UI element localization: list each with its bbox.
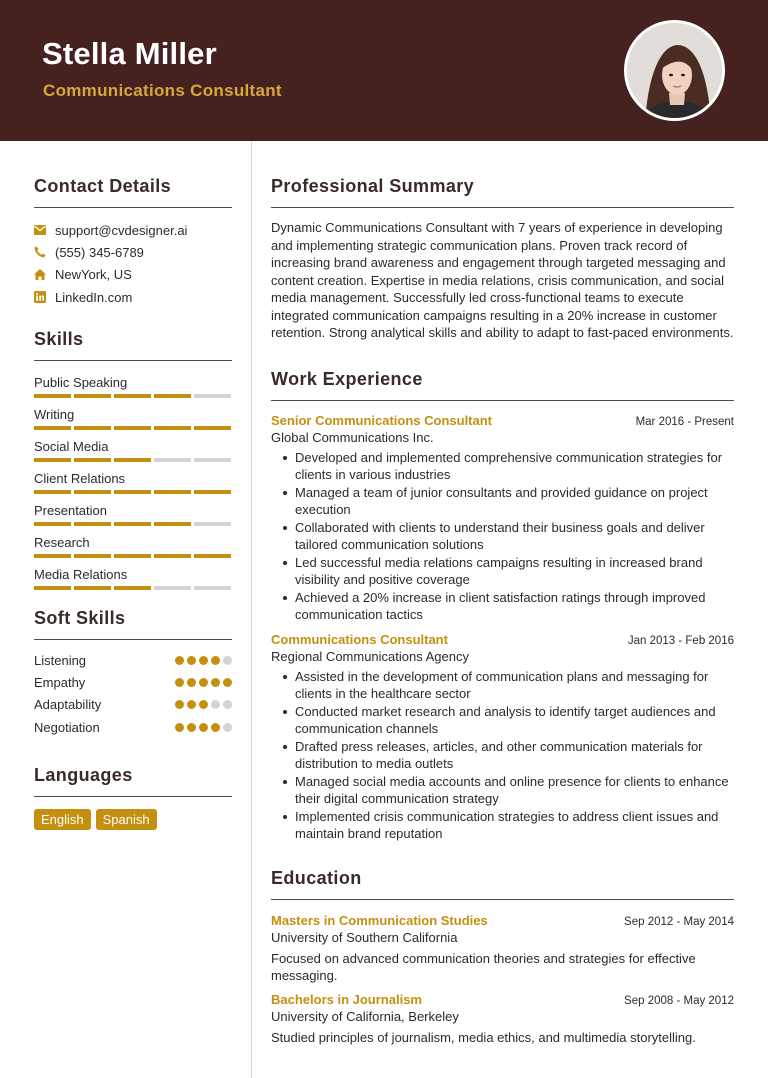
skill-level-segment <box>74 586 111 590</box>
language-badge: English <box>34 809 91 830</box>
skill-level-bars <box>34 586 232 590</box>
job-bullets <box>271 668 734 843</box>
experience-rule <box>271 400 734 401</box>
rating-dot <box>199 656 208 665</box>
skill-level-segment <box>154 554 191 558</box>
soft-skill-rating <box>175 656 232 665</box>
skill-label: Social Media <box>34 439 109 455</box>
candidate-title: Communications Consultant <box>43 81 282 100</box>
skill-level-segment <box>34 554 71 558</box>
skills-list <box>34 374 232 598</box>
contact-location <box>34 264 232 286</box>
rating-dot <box>175 656 184 665</box>
job-bullet: Managed social media accounts and online presence for clients to enhance their digital communication strategy <box>271 773 734 808</box>
skill-level-segment <box>74 554 111 558</box>
skill-level-segment <box>114 586 151 590</box>
soft-skill-label: Empathy <box>34 675 86 691</box>
job-org: Global Communications Inc. <box>271 429 434 445</box>
soft-skills-list <box>34 649 232 738</box>
education-school: University of California, Berkeley <box>271 1008 459 1024</box>
home-icon <box>34 269 46 281</box>
rating-dot <box>211 656 220 665</box>
profile-photo-image <box>627 23 725 121</box>
experience-heading: Work Experience <box>271 368 423 389</box>
skills-section <box>34 329 232 598</box>
rating-dot <box>199 700 208 709</box>
contact-linkedin-text: LinkedIn.com <box>55 289 133 305</box>
soft-skill-label: Negotiation <box>34 719 100 735</box>
job-entry <box>271 632 734 843</box>
skill-level-bars <box>34 522 232 526</box>
skill-level-segment <box>114 554 151 558</box>
skill-level-segment <box>74 426 111 430</box>
skill-level-segment <box>34 522 71 526</box>
skill-level-segment <box>34 586 71 590</box>
skill-item <box>34 406 232 438</box>
skill-level-bars <box>34 554 232 558</box>
profile-photo <box>624 20 725 121</box>
soft-skills-rule <box>34 639 232 640</box>
contact-phone[interactable] <box>34 241 232 263</box>
soft-skills-section <box>34 608 232 738</box>
summary-heading: Professional Summary <box>271 176 475 196</box>
right-column <box>271 141 734 1046</box>
rating-dot <box>211 678 220 687</box>
skill-level-segment <box>74 522 111 526</box>
skills-rule <box>34 360 232 361</box>
contact-email[interactable] <box>34 219 232 241</box>
soft-skill-item <box>34 716 232 738</box>
rating-dot <box>187 678 196 687</box>
summary-section <box>271 176 734 342</box>
skill-level-segment <box>114 458 151 462</box>
resume-header <box>0 0 768 141</box>
skill-level-segment <box>114 522 151 526</box>
soft-skills-heading: Soft Skills <box>34 608 126 629</box>
education-school: University of Southern California <box>271 929 458 945</box>
job-date: Jan 2013 - Feb 2016 <box>627 634 734 647</box>
candidate-name: Stella Miller <box>42 36 217 71</box>
education-degree: Masters in Communication Studies <box>271 912 488 928</box>
education-entry <box>271 913 734 985</box>
skill-level-segment <box>114 490 151 494</box>
skill-level-segment <box>194 426 231 430</box>
phone-icon <box>34 246 46 258</box>
job-bullet: Developed and implemented comprehensive communication strategies for clients in various industries <box>271 449 734 484</box>
rating-dot <box>223 656 232 665</box>
summary-text: Dynamic Communications Consultant with 7 years of experience in developing and implementing strategic communication plans. Proven track record of increasing brand awareness and engagement through targeted messaging and content creation. Expertise in media relations, crisis communication, and social media management. Successfully led cross-functional teams to execute integrated communication campaigns resulting in a 20% increase in customer retention. Strong analytical skills and ability to adapt to fast-paced environments. <box>271 220 734 340</box>
contact-linkedin[interactable] <box>34 286 232 308</box>
job-bullets <box>271 449 734 624</box>
rating-dot <box>223 678 232 687</box>
skill-level-segment <box>74 458 111 462</box>
rating-dot <box>211 723 220 732</box>
column-divider <box>251 141 252 1078</box>
rating-dot <box>211 700 220 709</box>
skill-level-segment <box>194 394 231 398</box>
skill-label: Presentation <box>34 503 107 519</box>
job-bullet: Achieved a 20% increase in client satisfaction ratings through improved communication tactics <box>271 589 734 624</box>
experience-section <box>271 369 734 843</box>
skill-level-segment <box>114 394 151 398</box>
education-date: Sep 2008 - May 2012 <box>624 994 734 1007</box>
skill-level-segment <box>154 458 191 462</box>
rating-dot <box>175 700 184 709</box>
soft-skill-item <box>34 671 232 693</box>
languages-rule <box>34 796 232 797</box>
education-description: Focused on advanced communication theories and strategies for effective messaging. <box>271 950 696 983</box>
education-entry <box>271 992 734 1047</box>
skills-heading: Skills <box>34 329 84 350</box>
soft-skill-item <box>34 649 232 671</box>
rating-dot <box>223 700 232 709</box>
rating-dot <box>187 656 196 665</box>
languages-heading: Languages <box>34 765 133 786</box>
skill-level-bars <box>34 426 232 430</box>
job-date: Mar 2016 - Present <box>635 415 734 428</box>
education-date: Sep 2012 - May 2014 <box>624 915 734 928</box>
left-column <box>34 141 232 830</box>
skill-level-segment <box>114 426 151 430</box>
job-entry <box>271 413 734 624</box>
summary-rule <box>271 207 734 208</box>
job-bullet: Managed a team of junior consultants and provided guidance on project execution <box>271 484 734 519</box>
job-bullet: Conducted market research and analysis to identify target audiences and communication channels <box>271 703 734 738</box>
languages-section <box>34 765 232 830</box>
linkedin-icon <box>34 291 46 303</box>
contact-phone-text: (555) 345-6789 <box>55 244 144 260</box>
skill-label: Research <box>34 535 90 551</box>
skill-level-segment <box>194 554 231 558</box>
skill-level-segment <box>154 586 191 590</box>
skill-level-segment <box>34 458 71 462</box>
job-org: Regional Communications Agency <box>271 648 469 664</box>
skill-label: Writing <box>34 407 75 423</box>
job-bullet: Implemented crisis communication strategies to address client issues and maintain brand reputation <box>271 808 734 843</box>
education-rule <box>271 899 734 900</box>
envelope-icon <box>34 224 46 236</box>
rating-dot <box>199 678 208 687</box>
soft-skill-label: Listening <box>34 652 87 668</box>
education-heading: Education <box>271 867 362 888</box>
skill-level-segment <box>34 490 71 494</box>
skill-item <box>34 566 232 598</box>
job-bullet: Assisted in the development of communication plans and messaging for clients in the healthcare sector <box>271 668 734 703</box>
job-bullet: Collaborated with clients to understand their business goals and deliver tailored communication solutions <box>271 519 734 554</box>
soft-skill-rating <box>175 723 232 732</box>
skill-item <box>34 470 232 502</box>
skill-item <box>34 374 232 406</box>
skill-level-bars <box>34 490 232 494</box>
languages-list <box>34 809 232 830</box>
soft-skill-label: Adaptability <box>34 697 102 713</box>
contact-email-text: support@cvdesigner.ai <box>55 222 188 238</box>
skill-level-segment <box>74 394 111 398</box>
contact-section <box>34 176 232 308</box>
skill-level-segment <box>194 490 231 494</box>
skill-level-segment <box>154 426 191 430</box>
education-description: Studied principles of journalism, media ethics, and multimedia storytelling. <box>271 1029 696 1045</box>
skill-level-segment <box>74 490 111 494</box>
rating-dot <box>187 723 196 732</box>
skill-level-segment <box>194 458 231 462</box>
rating-dot <box>223 723 232 732</box>
skill-level-segment <box>154 522 191 526</box>
language-badge: Spanish <box>96 809 157 830</box>
skill-label: Client Relations <box>34 471 126 487</box>
contact-list <box>34 219 232 308</box>
skill-item <box>34 502 232 534</box>
skill-level-segment <box>194 586 231 590</box>
skill-level-bars <box>34 394 232 398</box>
rating-dot <box>175 723 184 732</box>
skill-level-segment <box>34 426 71 430</box>
skill-level-segment <box>154 394 191 398</box>
contact-location-text: NewYork, US <box>55 267 132 283</box>
soft-skill-rating <box>175 700 232 709</box>
contact-rule <box>34 207 232 208</box>
job-title: Communications Consultant <box>271 631 448 647</box>
education-section <box>271 868 734 1047</box>
skill-item <box>34 534 232 566</box>
contact-heading: Contact Details <box>34 176 172 196</box>
skill-level-bars <box>34 458 232 462</box>
job-bullet: Led successful media relations campaigns resulting in increased brand visibility and positive coverage <box>271 554 734 589</box>
soft-skill-item <box>34 694 232 716</box>
rating-dot <box>199 723 208 732</box>
skill-level-segment <box>154 490 191 494</box>
job-title: Senior Communications Consultant <box>271 412 493 428</box>
rating-dot <box>175 678 184 687</box>
skill-label: Public Speaking <box>34 375 128 391</box>
rating-dot <box>187 700 196 709</box>
skill-label: Media Relations <box>34 567 128 583</box>
skill-level-segment <box>194 522 231 526</box>
soft-skill-rating <box>175 678 232 687</box>
education-degree: Bachelors in Journalism <box>271 991 422 1007</box>
skill-item <box>34 438 232 470</box>
skill-level-segment <box>34 394 71 398</box>
job-bullet: Drafted press releases, articles, and other communication materials for distribution to media outlets <box>271 738 734 773</box>
